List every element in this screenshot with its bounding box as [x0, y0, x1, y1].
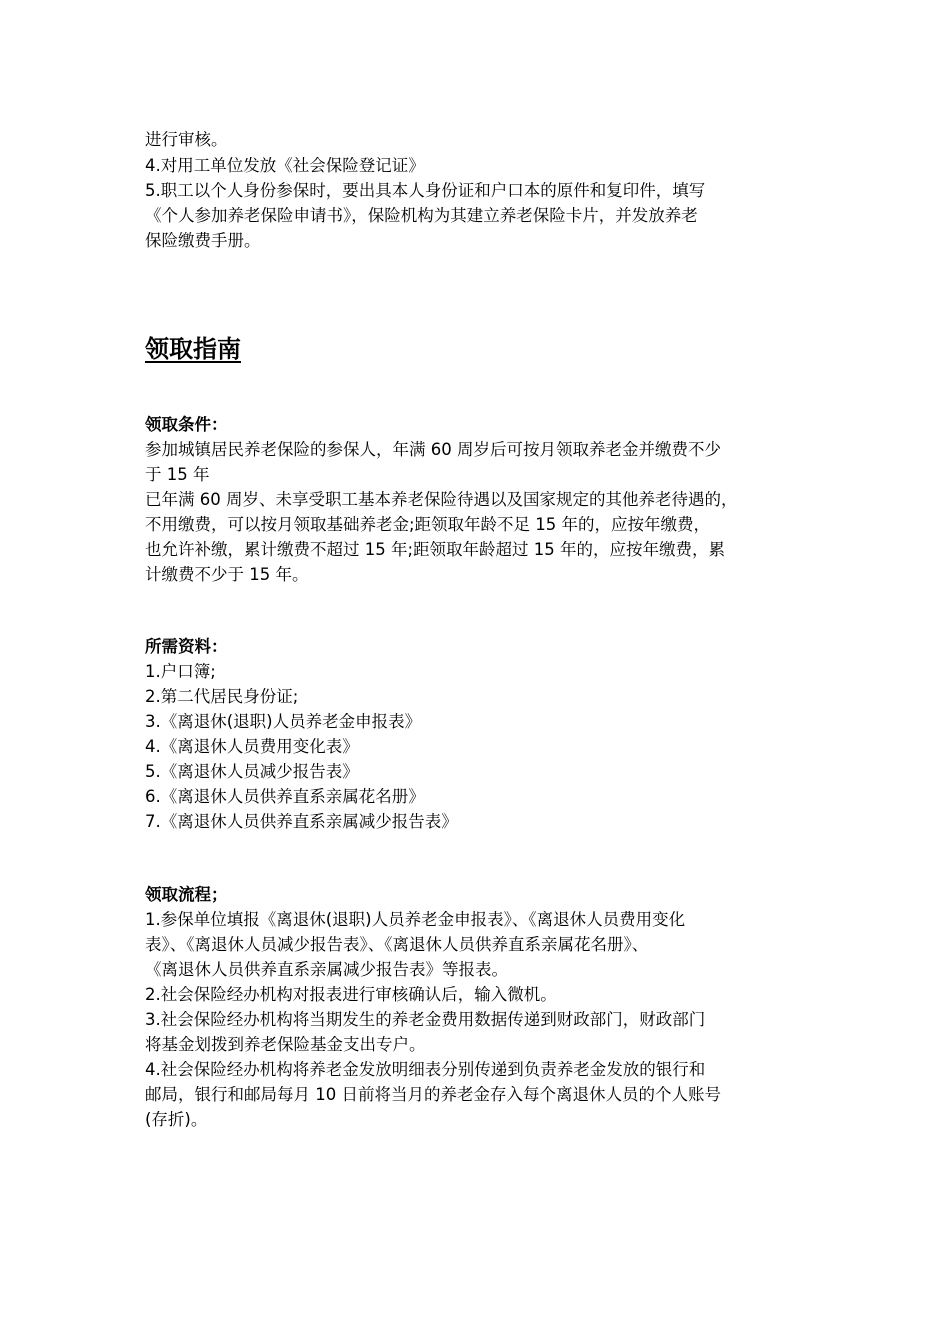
process-title: 领取流程；	[145, 885, 228, 904]
conditions-title: 领取条件：	[145, 415, 228, 434]
section-title: 领取指南	[145, 335, 241, 363]
process-line: 表》、《离退休人员减少报告表》、《离退休人员供养直系亲属花名册》、	[145, 935, 649, 954]
materials-item: 4.《离退休人员费用变化表》	[145, 737, 359, 756]
conditions-line: 不用缴费，可以按月领取基础养老金;距领取年龄不足 15 年的，应按年缴费，	[145, 515, 711, 534]
intro-line: 保险缴费手册。	[145, 231, 261, 250]
process-line: 将基金划拨到养老保险基金支出专户。	[145, 1035, 426, 1054]
conditions-line: 已年满 60 周岁、未享受职工基本养老保险待遇以及国家规定的其他养老待遇的，	[145, 490, 738, 509]
intro-line: 进行审核。	[145, 130, 228, 149]
materials-item: 2.第二代居民身份证;	[145, 687, 299, 706]
conditions-line: 计缴费不少于 15 年。	[145, 565, 309, 584]
process-line: 4.社会保险经办机构将养老金发放明细表分别传递到负责养老金发放的银行和	[145, 1060, 706, 1079]
materials-item: 6.《离退休人员供养直系亲属花名册》	[145, 787, 425, 806]
process-line: (存折)。	[145, 1110, 208, 1129]
intro-line: 《个人参加养老保险申请书》，保险机构为其建立养老保险卡片，并发放养老	[145, 206, 698, 225]
materials-item: 3.《离退休(退职)人员养老金申报表》	[145, 712, 422, 731]
materials-item: 7.《离退休人员供养直系亲属减少报告表》	[145, 812, 458, 831]
conditions-line: 也允许补缴，累计缴费不超过 15 年;距领取年龄超过 15 年的，应按年缴费，累	[145, 540, 726, 559]
process-line: 1.参保单位填报《离退休(退职)人员养老金申报表》、《离退休人员费用变化	[145, 910, 686, 929]
materials-item: 1.户口簿;	[145, 662, 216, 681]
intro-line: 5.职工以个人身份参保时，要出具本人身份证和户口本的原件和复印件，填写	[145, 181, 706, 200]
process-line: 3.社会保险经办机构将当期发生的养老金费用数据传递到财政部门，财政部门	[145, 1010, 706, 1029]
process-line: 《离退休人员供养直系亲属减少报告表》等报表。	[145, 960, 508, 979]
materials-item: 5.《离退休人员减少报告表》	[145, 762, 359, 781]
conditions-line: 参加城镇居民养老保险的参保人，年满 60 周岁后可按月领取养老金并缴费不少	[145, 440, 721, 459]
process-line: 2.社会保险经办机构对报表进行审核确认后，输入微机。	[145, 985, 557, 1004]
conditions-line: 于 15 年	[145, 465, 210, 484]
intro-line: 4.对用工单位发放《社会保险登记证》	[145, 156, 425, 175]
process-line: 邮局，银行和邮局每月 10 日前将当月的养老金存入每个离退休人员的个人账号	[145, 1085, 721, 1104]
materials-title: 所需资料：	[145, 637, 228, 656]
